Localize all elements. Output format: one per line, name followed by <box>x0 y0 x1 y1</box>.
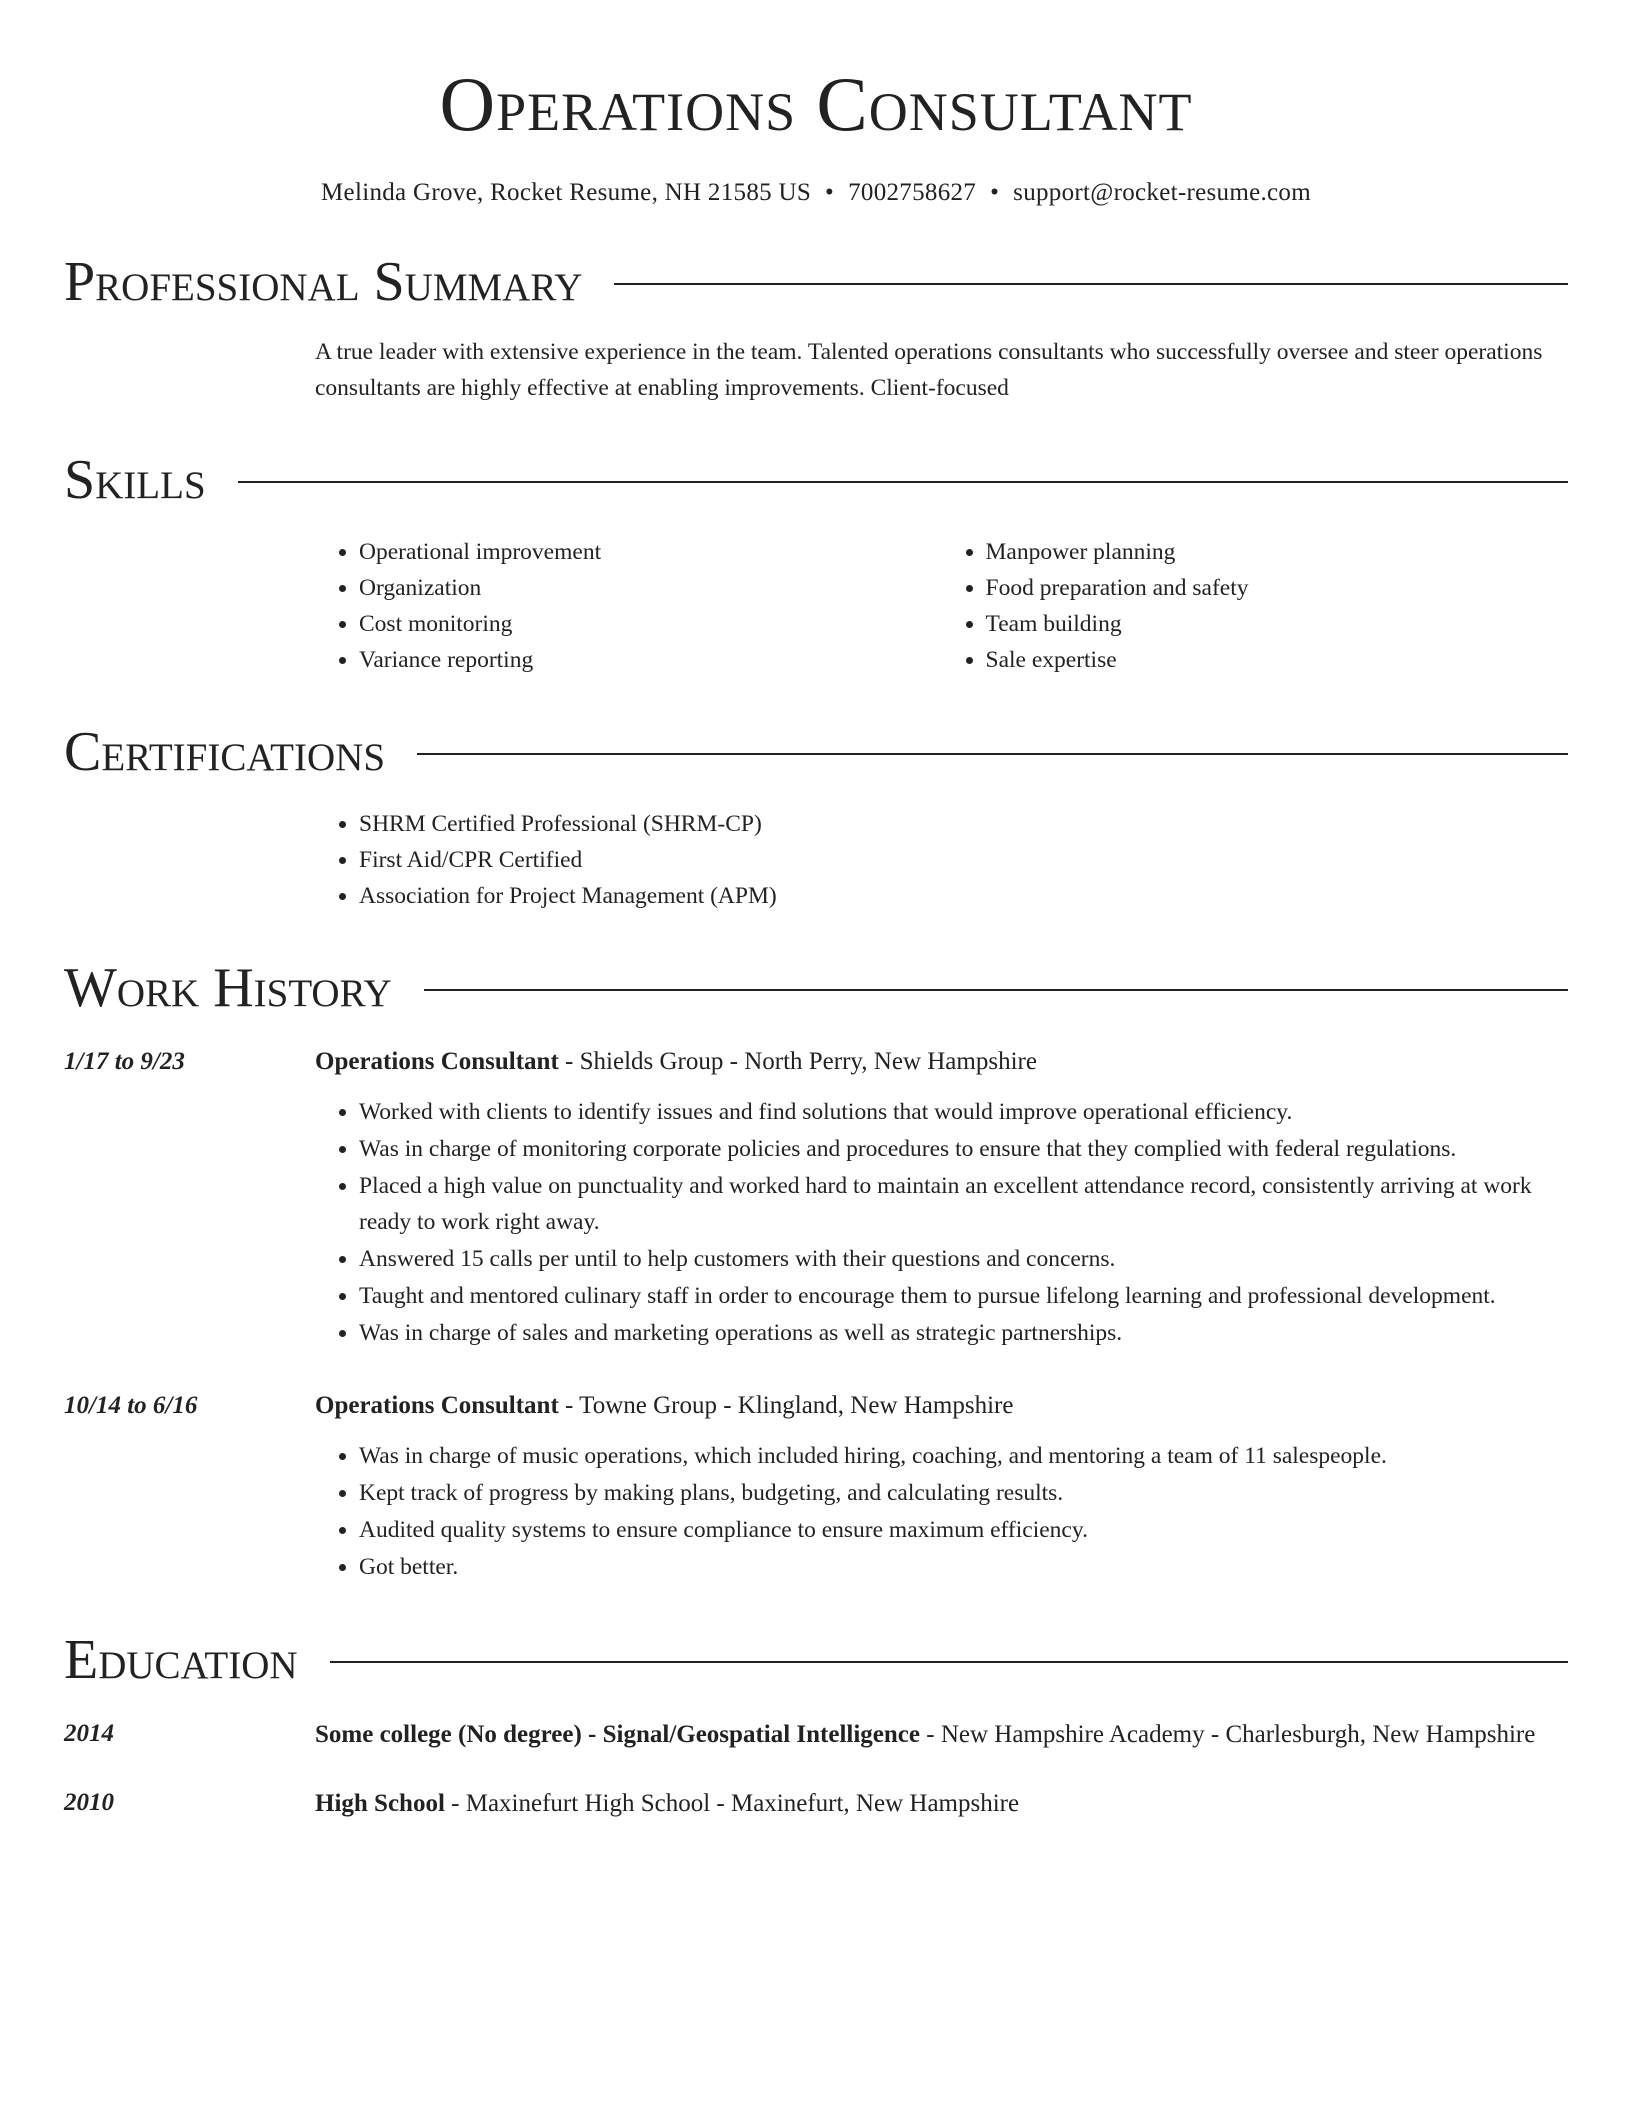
certifications-section-title: Certifications <box>64 721 386 783</box>
skills-section-header <box>64 450 1568 510</box>
education-date: 2010 <box>64 1789 114 1816</box>
contact-separator: • <box>990 179 1000 206</box>
job-bullet: • Taught and mentored culinary staff in order to encourage them to pursue lifelong learning and professional development. <box>359 1278 1568 1314</box>
job-title-line <box>315 1388 1568 1424</box>
section-divider <box>417 753 1568 755</box>
section-divider <box>330 1661 1568 1663</box>
job-bullet: • Was in charge of monitoring corporate policies and procedures to ensure that they complied with federal regulations. <box>359 1131 1568 1167</box>
certification-item: • SHRM Certified Professional (SHRM-CP) <box>359 806 1568 842</box>
section-divider <box>238 481 1568 483</box>
summary-text: A true leader with extensive experience in the team. Talented operations consultants who successfully oversee and steer operations consultants are highly effective at enabling improvements. Client-focused <box>315 339 1543 401</box>
work-section-title: Work History <box>64 957 392 1019</box>
job-entry <box>64 1388 1568 1586</box>
skill-item: • Food preparation and safety <box>986 570 1569 606</box>
job-body <box>315 1388 1568 1586</box>
contact-email: support@rocket-resume.com <box>1013 179 1311 206</box>
education-details: - New Hampshire Academy - Charlesburgh, New Hampshire <box>920 1721 1536 1748</box>
job-bullet: • Worked with clients to identify issues and find solutions that would improve operational efficiency. <box>359 1094 1568 1130</box>
skill-item: • Operational improvement <box>359 534 942 570</box>
summary-section-title: Professional Summary <box>64 251 583 313</box>
job-bullet: • Placed a high value on punctuality and worked hard to maintain an excellent attendance record, consistently arriving at work ready to work right away. <box>359 1168 1568 1240</box>
section-divider <box>614 283 1568 285</box>
education-entry <box>64 1716 1568 1753</box>
job-details: - Towne Group - Klingland, New Hampshire <box>558 1392 1014 1419</box>
job-bullet: • Got better. <box>359 1549 1568 1585</box>
skill-item: • Cost monitoring <box>359 606 942 642</box>
education-title-line <box>315 1785 1568 1822</box>
job-bullet: • Was in charge of music operations, which included hiring, coaching, and mentoring a team of 11 salespeople. <box>359 1438 1568 1474</box>
job-role: Operations Consultant <box>315 1392 559 1419</box>
education-section-title: Education <box>64 1629 298 1691</box>
job-bullet: • Kept track of progress by making plans, budgeting, and calculating results. <box>359 1475 1568 1511</box>
skills-column-left <box>315 534 942 678</box>
education-date: 2014 <box>64 1720 114 1747</box>
skill-item: • Variance reporting <box>359 642 942 678</box>
contact-line <box>64 178 1568 208</box>
job-details: - Shields Group - North Perry, New Hampshire <box>558 1048 1037 1075</box>
summary-section-header <box>64 252 1568 312</box>
skill-item: • Team building <box>986 606 1569 642</box>
education-entry <box>64 1785 1568 1822</box>
certification-item: • First Aid/CPR Certified <box>359 842 1568 878</box>
education-details: - Maxinefurt High School - Maxinefurt, New Hampshire <box>444 1790 1020 1817</box>
certification-item: • Association for Project Management (APM) <box>359 878 1568 914</box>
certifications-section-header <box>64 722 1568 782</box>
education-section-header <box>64 1630 1568 1690</box>
education-degree: High School <box>315 1790 445 1817</box>
job-title-line <box>315 1044 1568 1080</box>
skill-item: • Organization <box>359 570 942 606</box>
job-bullets <box>315 1094 1568 1351</box>
job-bullet: • Answered 15 calls per until to help customers with their questions and concerns. <box>359 1241 1568 1277</box>
job-bullet: • Audited quality systems to ensure compliance to ensure maximum efficiency. <box>359 1512 1568 1548</box>
job-body <box>315 1044 1568 1352</box>
certifications-list <box>315 806 1568 914</box>
job-role: Operations Consultant <box>315 1048 559 1075</box>
education-body <box>315 1785 1568 1822</box>
job-entry <box>64 1044 1568 1352</box>
job-date: 1/17 to 9/23 <box>64 1048 185 1075</box>
contact-address: Melinda Grove, Rocket Resume, NH 21585 US <box>321 179 812 206</box>
resume-page <box>64 0 1568 1822</box>
skill-item: • Manpower planning <box>986 534 1569 570</box>
education-title-line <box>315 1716 1568 1753</box>
job-date: 10/14 to 6/16 <box>64 1392 198 1419</box>
job-bullets <box>315 1438 1568 1585</box>
skills-section-title: Skills <box>64 449 206 511</box>
skill-item: • Sale expertise <box>986 642 1569 678</box>
job-bullet: • Was in charge of sales and marketing operations as well as strategic partnerships. <box>359 1315 1568 1351</box>
contact-phone: 7002758627 <box>848 179 977 206</box>
skills-column-right <box>942 534 1569 678</box>
education-degree: Some college (No degree) - Signal/Geospatial Intelligence <box>315 1721 920 1748</box>
work-section-header <box>64 958 1568 1018</box>
contact-separator: • <box>825 179 835 206</box>
section-divider <box>424 989 1568 991</box>
resume-name-title: Operations Consultant <box>439 61 1193 147</box>
skills-list <box>315 534 1568 678</box>
education-body <box>315 1716 1568 1753</box>
